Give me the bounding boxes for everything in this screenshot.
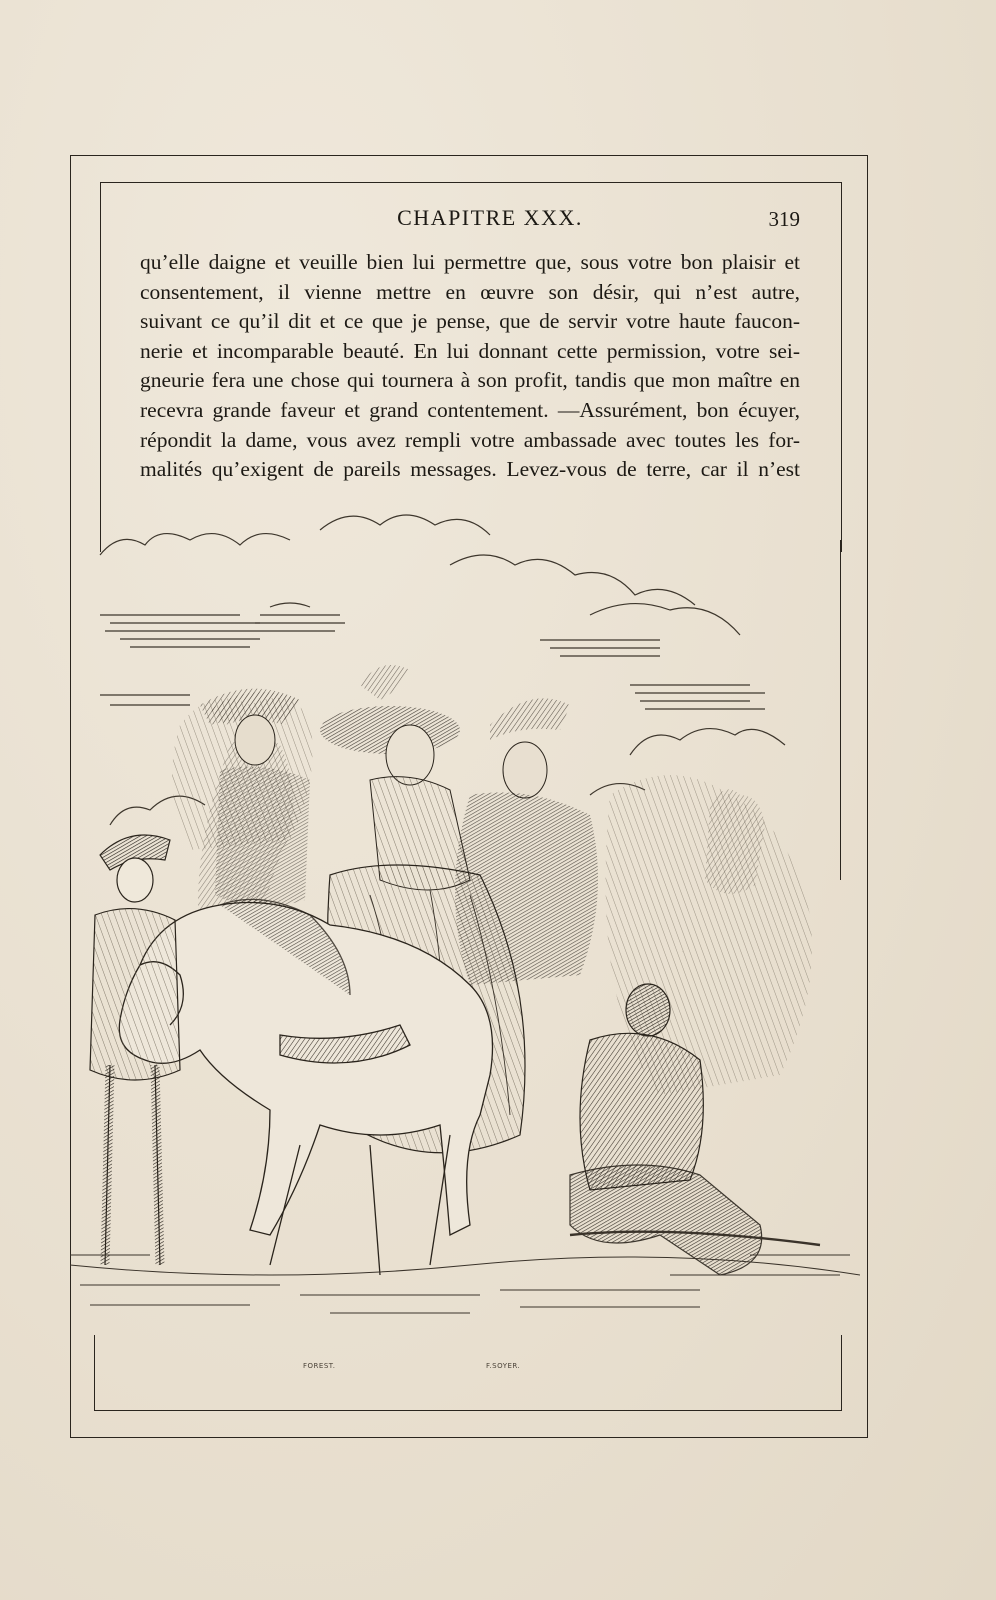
- running-head: [140, 205, 800, 239]
- chapter-title: CHAPITRE XXX.: [397, 205, 583, 230]
- cavalier-right: [455, 698, 598, 985]
- body-text: [140, 248, 800, 485]
- page-number: 319: [768, 207, 800, 231]
- text-line: nerie et incomparable beauté. En lui donnant cette permission, votre sei-: [140, 338, 800, 363]
- text-line: répondit la dame, vous avez rempli votre ambassade avec toutes les for-: [140, 427, 800, 452]
- credit-engraver: F.SOYER.: [486, 1362, 521, 1370]
- engraving-illustration: [70, 495, 860, 1375]
- text-line: suivant ce qu’il dit et ce que je pense, que de servir votre haute faucon-: [140, 309, 800, 334]
- page-boy: [90, 835, 180, 1265]
- text-line: consentement, il vienne mettre en œuvre son désir, qui n’est autre,: [140, 279, 800, 304]
- text-line: recevra grande faveur et grand contentement. —Assurément, bon écuyer,: [140, 397, 800, 422]
- text-line: qu’elle daigne et veuille bien lui permettre que, sous votre bon plaisir et: [140, 250, 800, 274]
- text-line: malités qu’exigent de pareils messages. Levez-vous de terre, car il n’est: [140, 457, 800, 482]
- credit-illustrator: FOREST.: [303, 1362, 336, 1370]
- engraver-credits: [0, 1362, 996, 1376]
- text-line: gneurie fera une chose qui tournera à son profit, tandis que mon maître en: [140, 368, 800, 393]
